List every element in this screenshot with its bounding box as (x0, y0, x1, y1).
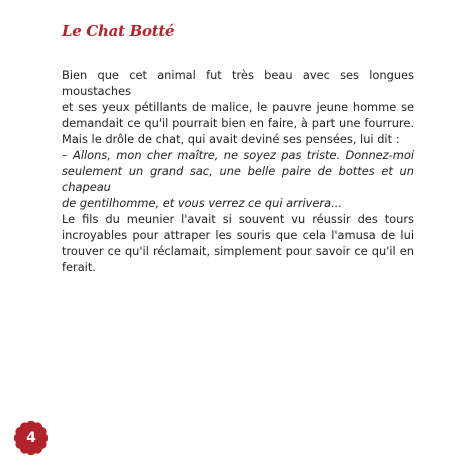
text-line: Mais le drôle de chat, qui avait deviné ses pensées, lui dit : (62, 132, 400, 146)
dialogue-line: de gentilhomme, et vous verrez ce qui arrivera... (62, 196, 342, 210)
text-line: Bien que cet animal fut très beau avec ses longues moustaches (62, 68, 414, 98)
text-line: demandait ce qu'il pourrait bien en faire, à part une fourrure. (62, 116, 414, 130)
story-title: Le Chat Botté (62, 22, 175, 40)
story-text (62, 67, 414, 275)
text-line: incroyables pour attraper les souris que cela l'amusa de lui (62, 228, 414, 242)
page-number: 4 (26, 430, 36, 446)
text-line: ferait. (62, 260, 96, 274)
page-number-badge (14, 421, 48, 455)
text-line: Le fils du meunier l'avait si souvent vu réussir des tours (62, 212, 414, 226)
text-line: trouver ce qu'il réclamait, simplement pour savoir ce qu'il en (62, 244, 414, 258)
dialogue-line: seulement un grand sac, une belle paire de bottes et un chapeau (62, 164, 414, 194)
dialogue-line: – Allons, mon cher maître, ne soyez pas triste. Donnez-moi (62, 148, 414, 162)
text-line: et ses yeux pétillants de malice, le pauvre jeune homme se (62, 100, 414, 114)
